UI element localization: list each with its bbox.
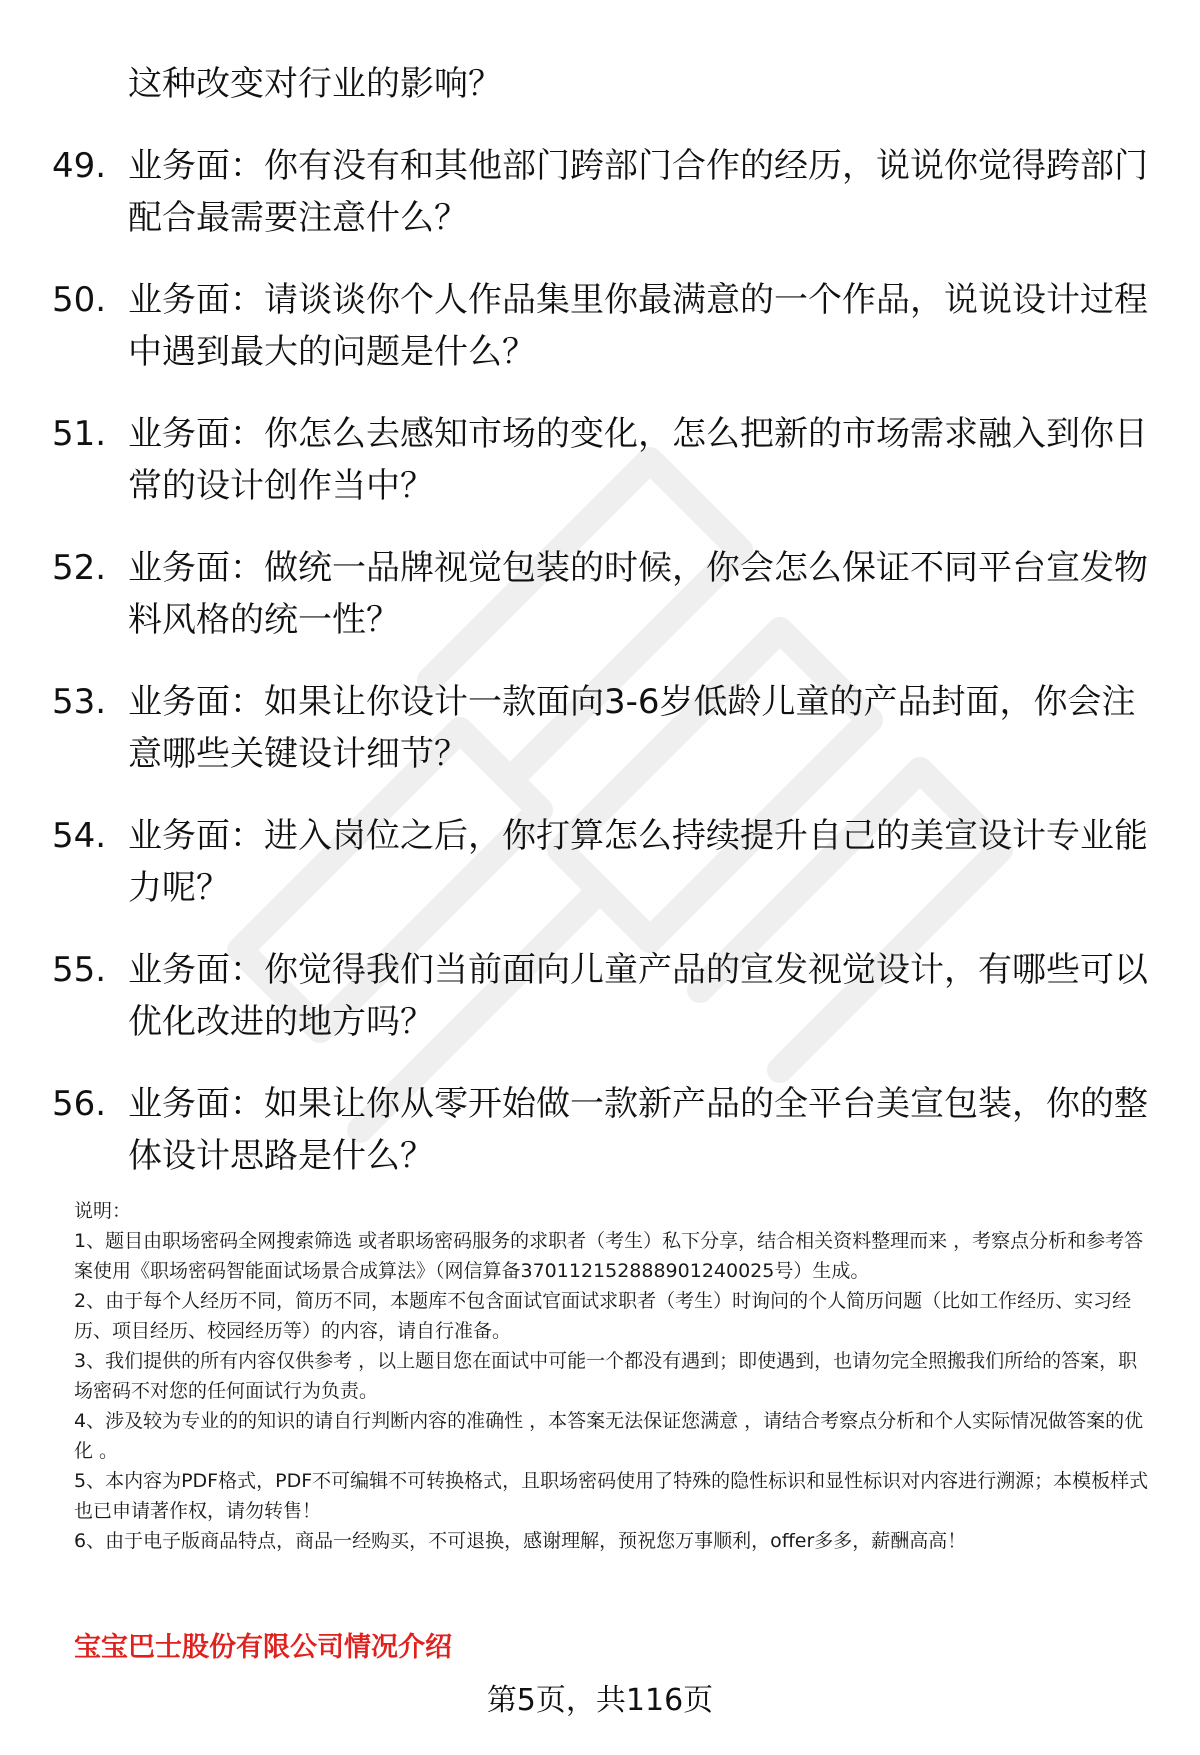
question-number: 51. <box>52 414 107 454</box>
question-number: 50. <box>52 280 107 320</box>
question-text: 业务面：你怎么去感知市场的变化，怎么把新的市场需求融入到你日常的设计创作当中？ <box>128 414 1148 506</box>
question-item <box>52 944 1152 1048</box>
question-text: 业务面：你觉得我们当前面向儿童产品的宣发视觉设计，有哪些可以优化改进的地方吗？ <box>128 950 1148 1042</box>
question-number: 54. <box>52 816 107 856</box>
question-number: 55. <box>52 950 107 990</box>
question-item <box>52 810 1152 914</box>
question-item <box>52 408 1152 512</box>
question-list <box>52 58 1152 1212</box>
question-text: 业务面：如果让你设计一款面向3-6岁低龄儿童的产品封面，你会注意哪些关键设计细节？ <box>128 682 1136 774</box>
note-item: 4、涉及较为专业的的知识的请自行判断内容的准确性 ，本答案无法保证您满意 ，请结合考察点分析和个人实际情况做答案的优化 。 <box>74 1410 1144 1462</box>
question-text: 业务面：进入岗位之后，你打算怎么持续提升自己的美宣设计专业能力呢？ <box>128 816 1148 908</box>
question-item <box>52 1078 1152 1182</box>
note-item: 1、题目由职场密码全网搜索筛选 或者职场密码服务的求职者（考生）私下分享，结合相关资料整理而来 ，考察点分析和参考答案使用《职场密码智能面试场景合成算法》（网信算备370112152888901240025号）生成。 <box>74 1230 1144 1282</box>
question-continuation: 这种改变对行业的影响？ <box>128 64 502 104</box>
question-item <box>52 140 1152 244</box>
question-text: 业务面：做统一品牌视觉包装的时候，你会怎么保证不同平台宣发物料风格的统一性？ <box>128 548 1148 640</box>
question-number: 49. <box>52 146 107 186</box>
note-item: 3、我们提供的所有内容仅供参考 ，以上题目您在面试中可能一个都没有遇到；即使遇到，也请勿完全照搬我们所给的答案，职场密码不对您的任何面试行为负责。 <box>74 1350 1138 1402</box>
question-number: 53. <box>52 682 107 722</box>
note-item: 2、由于每个人经历不同，简历不同，本题库不包含面试官面试求职者（考生）时询问的个人简历问题（比如工作经历、实习经历、项目经历、校园经历等）的内容，请自行准备。 <box>74 1290 1132 1342</box>
company-intro-link[interactable]: 宝宝巴士股份有限公司情况介绍 <box>74 1632 452 1663</box>
question-item <box>52 542 1152 646</box>
question-item <box>52 274 1152 378</box>
question-number: 52. <box>52 548 107 588</box>
note-item: 5、本内容为PDF格式，PDF不可编辑不可转换格式，且职场密码使用了特殊的隐性标识和显性标识对内容进行溯源；本模板样式也已申请著作权，请勿转售！ <box>74 1470 1149 1522</box>
note-item: 6、由于电子版商品特点，商品一经购买，不可退换，感谢理解，预祝您万事顺利，offer多多，薪酬高高！ <box>74 1530 967 1552</box>
question-item <box>52 676 1152 780</box>
question-number: 56. <box>52 1084 107 1124</box>
question-text: 业务面：请谈谈你个人作品集里你最满意的一个作品，说说设计过程中遇到最大的问题是什么？ <box>128 280 1148 372</box>
question-text: 业务面：如果让你从零开始做一款新产品的全平台美宣包装，你的整体设计思路是什么？ <box>128 1084 1148 1176</box>
page-number: 第5页，共116页 <box>486 1683 714 1718</box>
disclaimer-notes <box>74 1196 1154 1556</box>
notes-title: 说明： <box>74 1200 132 1222</box>
question-text: 业务面：你有没有和其他部门跨部门合作的经历，说说你觉得跨部门配合最需要注意什么？ <box>128 146 1148 238</box>
